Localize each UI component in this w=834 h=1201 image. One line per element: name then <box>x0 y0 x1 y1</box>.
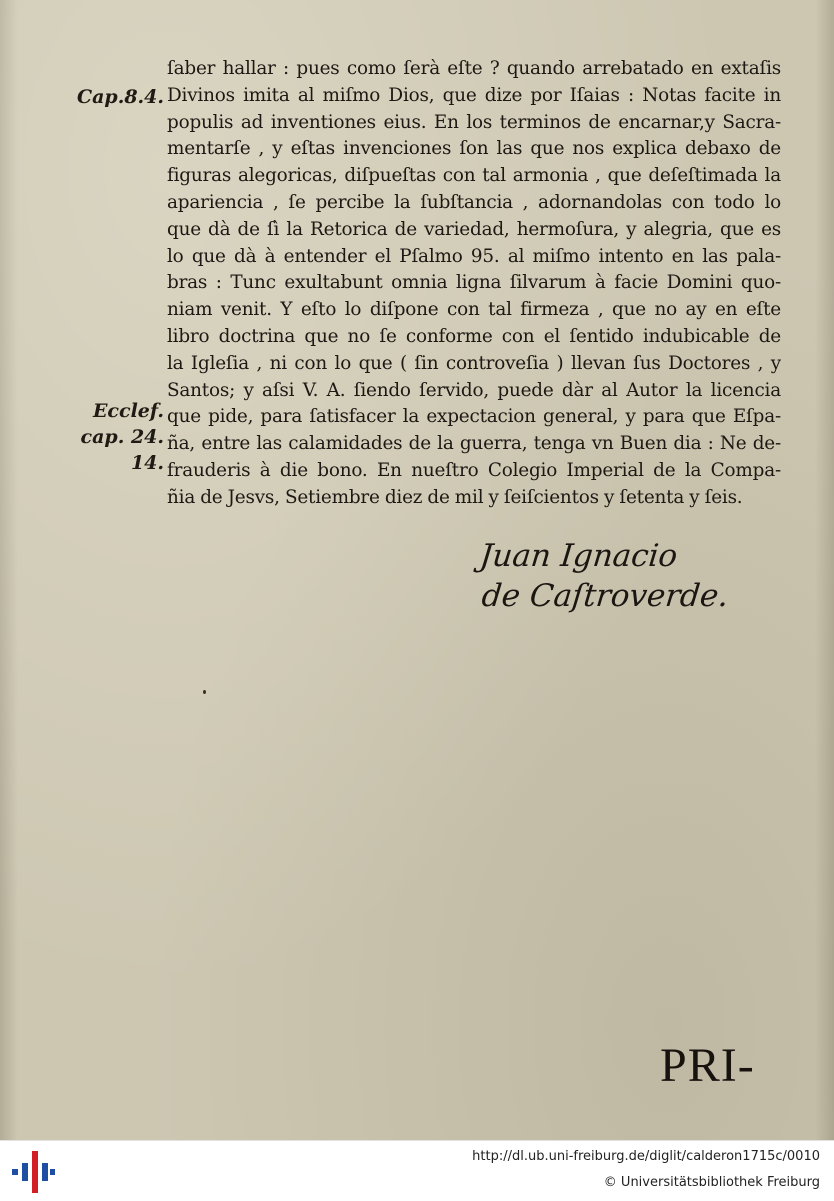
text-line: frauderis à die bono. En nueſtro Colegio Imperial de la Compa- <box>167 459 781 481</box>
logo-bar <box>22 1163 28 1181</box>
text-line-last: ñia de Jesvs, Setiembre diez de mil y ſeiſcientos y ſetenta y ſeis. <box>167 486 743 508</box>
text-line: populis ad inventiones eius. En los terminos de encarnar,y Sacra- <box>167 111 781 133</box>
text-line: Divinos imita al miſmo Dios, que dize por Iſaias : Notas facite in <box>167 84 781 106</box>
text-line: niam venit. Y eſto lo diſpone con tal firmeza , que no ay en eſte <box>167 299 781 321</box>
text-line: ſaber hallar : pues como ſerà eſte ? quando arrebatado en extaſis <box>167 58 781 79</box>
text-line: ña, entre las calamidades de la guerra, tenga vn Buen dia : Ne de- <box>167 433 781 455</box>
signature <box>474 536 742 616</box>
text-line: figuras alegoricas, diſpueſtas con tal armonia , que deſeſtimada la <box>167 165 781 187</box>
signature-line: de Caſtroverde. <box>480 578 731 614</box>
text-line: que pide, para ſatisfacer la expectacion general, y para que Eſpa- <box>167 406 781 428</box>
copyright-notice: © Universitätsbibliothek Freiburg <box>603 1175 820 1190</box>
logo-bar <box>32 1151 38 1193</box>
text-line: mentarſe , y eſtas invenciones ſon las que nos explica debaxo de <box>167 138 781 160</box>
logo-bar <box>12 1169 18 1175</box>
margin-note-eccles-line: 14. <box>130 452 164 474</box>
margin-note-eccles <box>66 398 164 476</box>
logo-bar <box>42 1163 48 1181</box>
paper-speck <box>203 690 206 694</box>
catchword: PRI- <box>660 1039 755 1092</box>
margin-note-cap-text: Cap.8.4. <box>76 86 164 108</box>
viewer-footer <box>0 1140 834 1201</box>
text-line: libro doctrina que no ſe conforme con el ſentido indubicable de <box>167 325 781 347</box>
margin-note-cap <box>68 84 164 110</box>
margin-note-eccles-line: cap. 24. <box>80 426 164 448</box>
margin-note-eccles-line: Ecclef. <box>92 400 164 422</box>
ub-freiburg-logo-icon <box>10 1149 56 1195</box>
text-line: Santos; y aſsi V. A. ſiendo ſervido, puede dàr al Autor la licencia <box>167 379 781 401</box>
signature-line: Juan Ignacio <box>478 538 680 574</box>
text-line: la Igleſia , ni con lo que ( ſin controveſia ) llevan ſus Doctores , y <box>167 352 781 374</box>
text-line: bras : Tunc exultabunt omnia ligna ſilvarum à facie Domini quo- <box>167 272 781 294</box>
permalink-link[interactable]: http://dl.ub.uni-freiburg.de/diglit/calderon1715c/0010 <box>472 1149 820 1164</box>
text-line: apariencia , ſe percibe la ſubſtancia , adornandolas con todo lo <box>167 191 781 213</box>
text-line: que dà de ſì la Retorica de variedad, hermoſura, y alegria, que es <box>167 218 781 240</box>
body-text <box>167 56 781 512</box>
logo-bar <box>50 1169 55 1175</box>
text-line: lo que dà à entender el Pſalmo 95. al miſmo intento en las pala- <box>167 245 781 267</box>
